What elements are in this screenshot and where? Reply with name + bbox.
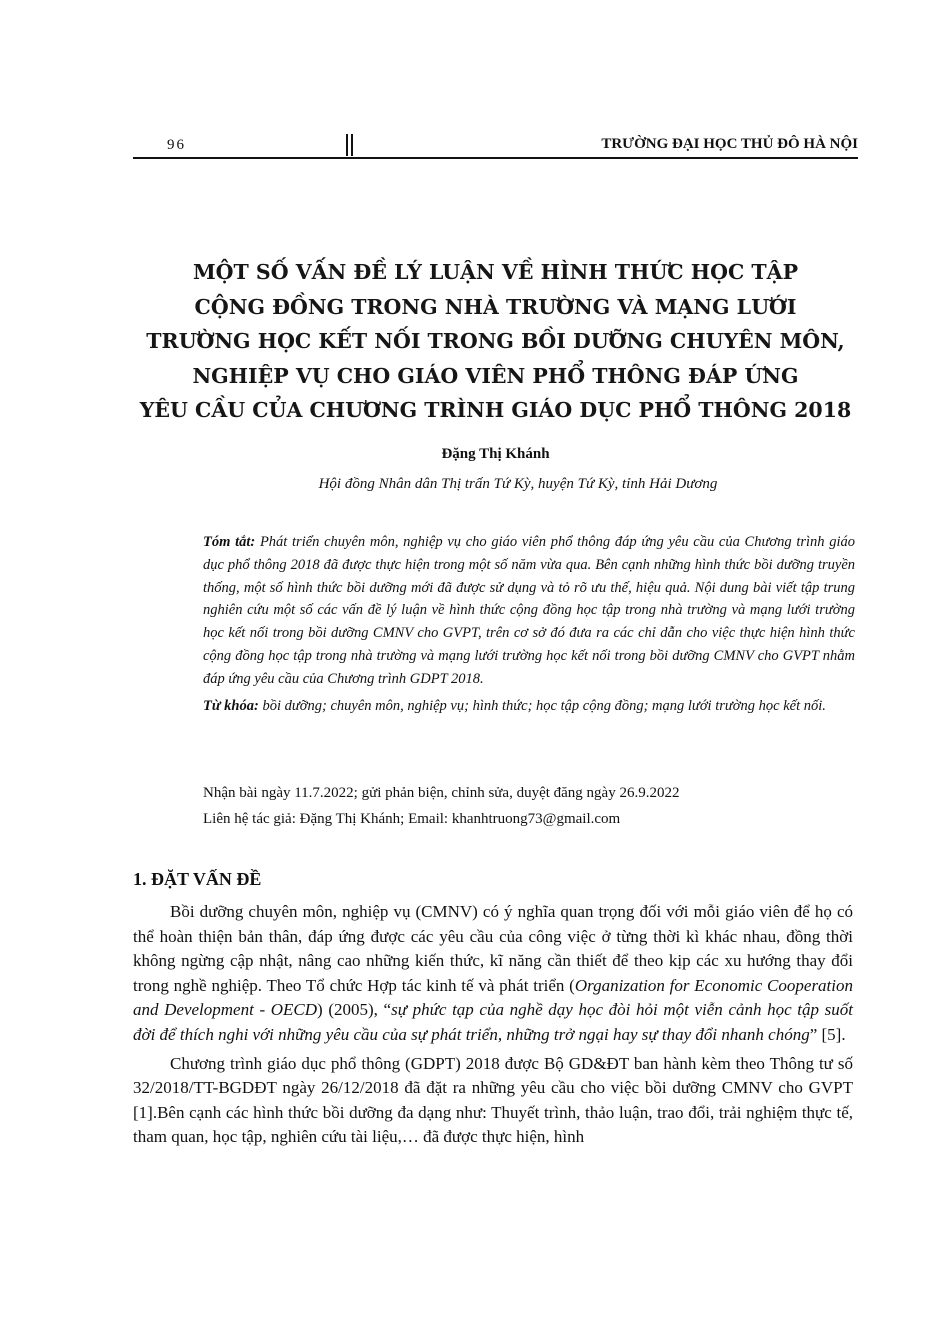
author-affiliation: Hội đồng Nhân dân Thị trấn Tứ Kỳ, huyện Tứ Kỳ, tỉnh Hải Dương — [318, 476, 718, 492]
title-line: TRƯỜNG HỌC KẾT NỐI TRONG BỒI DƯỠNG CHUYÊN MÔN, — [146, 329, 845, 353]
paragraph-quote: sự phức tạp của nghề dạy học đòi hỏi một viễn cảnh học tập suốt đời để thích nghi với những yêu cầu của sự phát triển, những trở ngại hay sự thay đổi nhanh chóng — [133, 1000, 854, 1044]
abstract-block — [203, 531, 855, 717]
paragraph: Chương trình giáo dục phổ thông (GDPT) 2018 được Bộ GD&ĐT ban hành kèm theo Thông tư số 32/2018/TT-BGDĐT ngày 26/12/2018 đã đặt ra những yêu cầu cho việc bồi dưỡng CMNV cho GVPT [1].Bên cạnh các hình thức bồi dưỡng đa dạng như: Thuyết trình, thảo luận, trao đổi, trải nghiệm thực tế, tham quan, học tập, nghiên cứu tài liệu,… đã được thực hiện, hình — [133, 1053, 853, 1147]
section-heading: 1. ĐẶT VẤN ĐỀ — [133, 869, 262, 889]
article-meta — [203, 780, 855, 832]
journal-name: TRƯỜNG ĐẠI HỌC THỦ ĐÔ HÀ NỘI — [601, 136, 858, 152]
keywords — [203, 695, 855, 718]
title-line: NGHIỆP VỤ CHO GIÁO VIÊN PHỔ THÔNG ĐÁP ỨNG — [192, 363, 799, 388]
header-double-bar — [346, 134, 353, 156]
received-dates: Nhận bài ngày 11.7.2022; gửi phản biện, chỉnh sửa, duyệt đăng ngày 26.9.2022 — [203, 785, 680, 801]
abstract-text: Phát triển chuyên môn, nghiệp vụ cho giáo viên phổ thông đáp ứng yêu cầu của Chương trình giáo dục phổ thông 2018 đã được thực hiện trong một số năm vừa qua. Bên cạnh những hình thức bồi dưỡng truyền thống, một số hình thức bồi dưỡng mới đã được sử dụng và tỏ rõ ưu thế, hiệu quả. Nội dung bài viết tập trung nghiên cứu một số các vấn đề lý luận về hình thức cộng đồng học tập trong nhà trường và mạng lưới trường học kết nối trong bồi dưỡng CMNV cho GVPT, trên cơ sở đó đưa ra các chỉ dẫn cho việc thực hiện hình thức cộng đồng học tập trong nhà trường và mạng lưới trường học kết nối trong bồi dưỡng CMNV cho GVPT nhằm đáp ứng yêu cầu của Chương trình GDPT 2018. — [203, 534, 855, 687]
paragraph — [133, 900, 853, 1048]
title-line: YÊU CẦU CỦA CHƯƠNG TRÌNH GIÁO DỤC PHỔ THÔNG 2018 — [139, 398, 852, 422]
page-number: 96 — [167, 137, 186, 153]
paragraph-text: Bồi dưỡng chuyên môn, nghiệp vụ (CMNV) có ý nghĩa quan trọng đối với mỗi giáo viên để họ có thể hoàn thiện bản thân, đáp ứng được các yêu cầu của công việc ở từng thời kì khác nhau, đồng thời không ngừng cập nhật, nâng cao những kiến thức, kĩ năng cần thiết để theo kịp các xu hướng thay đổi trong nghề nghiệp. Theo Tổ chức Hợp tác kinh tế và phát triển ( — [133, 902, 853, 995]
title-line: CỘNG ĐỒNG TRONG NHÀ TRƯỜNG VÀ MẠNG LƯỚI — [194, 294, 797, 319]
paragraph-text: ) (2005), “ — [317, 1000, 392, 1020]
body-text — [133, 900, 853, 1154]
title-line: MỘT SỐ VẤN ĐỀ LÝ LUẬN VỀ HÌNH THỨC HỌC TẬP — [192, 260, 798, 284]
article-title — [133, 255, 858, 428]
keywords-text: bồi dưỡng; chuyên môn, nghiệp vụ; hình thức; học tập cộng đồng; mạng lưới trường học kết nối. — [262, 697, 826, 714]
abstract-label: Tóm tắt: — [203, 534, 256, 550]
paragraph-org-name: Organization for Economic Cooperation and Development - OECD — [133, 975, 854, 1020]
author-name: Đặng Thị Khánh — [441, 446, 550, 462]
header-rule — [133, 157, 858, 159]
paragraph-text: ” [5]. — [809, 1024, 846, 1044]
keywords-label: Từ khóa: — [203, 697, 259, 714]
contact-info: Liên hệ tác giả: Đặng Thị Khánh; Email: khanhtruong73@gmail.com — [203, 811, 621, 827]
abstract — [203, 531, 855, 691]
